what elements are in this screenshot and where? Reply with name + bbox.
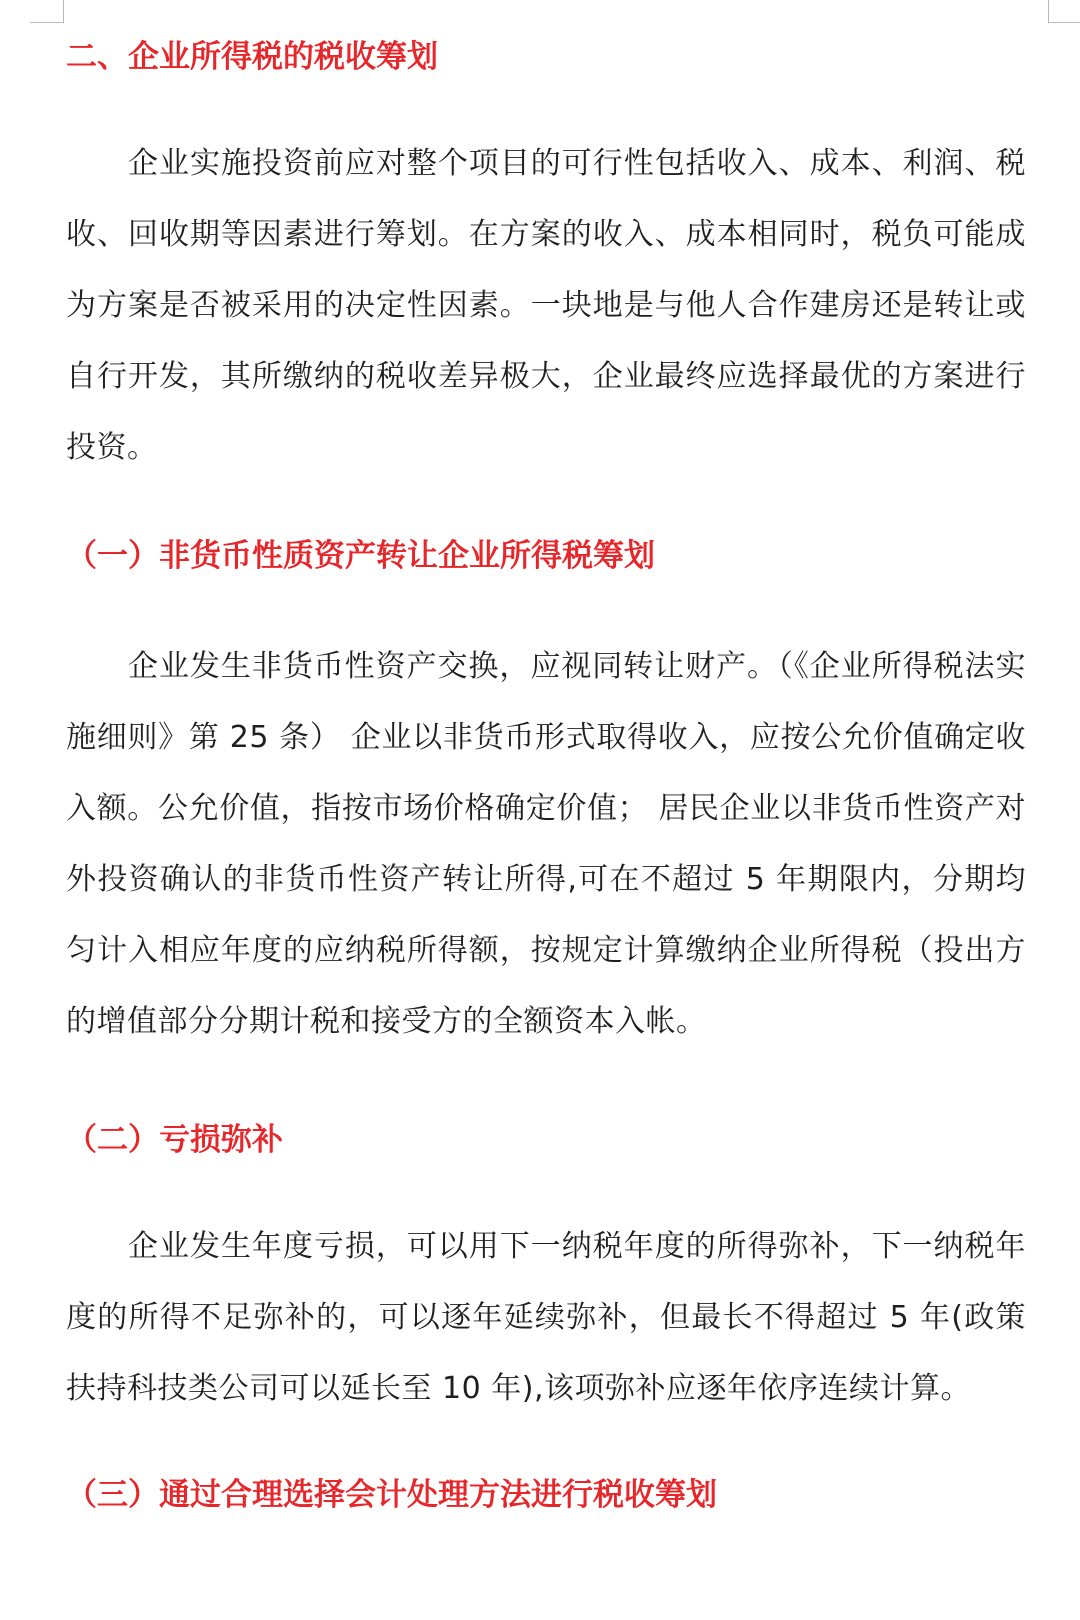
subheading-accounting-method-selection: （三）通过合理选择会计处理方法进行税收筹划 <box>66 1477 717 1513</box>
section-heading-corporate-income-tax-planning: 二、企业所得税的税收筹划 <box>66 39 438 75</box>
paragraph-non-monetary-asset-transfer: 企业发生非货币性资产交换，应视同转让财产。（《企业所得税法实施细则》第 25 条） 企业以非货币形式取得收入，应按公允价值确定收入额。公允价值，指按市场价格确定价值； 居民企业以非货币性资产对外投资确认的非货币性资产转让所得,可在不超过 5 年期限内，分期均匀计入相应年度的应纳税所得额，按规定计算缴纳企业所得税（投出方的增值部分分期计税和接受方的全额资本入帐。 <box>66 649 1026 1039</box>
crop-mark-left <box>30 0 64 23</box>
paragraph-loss-carryforward: 企业发生年度亏损，可以用下一纳税年度的所得弥补，下一纳税年度的所得不足弥补的，可以逐年延续弥补，但最长不得超过 5 年(政策扶持科技类公司可以延长至 10 年),该项弥补应逐年依序连续计算。 <box>66 1229 1026 1406</box>
subheading-non-monetary-asset-transfer: （一）非货币性质资产转让企业所得税筹划 <box>66 538 655 574</box>
subheading-loss-carryforward: （二）亏损弥补 <box>66 1122 283 1158</box>
crop-mark-right <box>1048 0 1080 23</box>
paragraph-investment-planning: 企业实施投资前应对整个项目的可行性包括收入、成本、利润、税收、回收期等因素进行筹划。在方案的收入、成本相同时，税负可能成为方案是否被采用的决定性因素。一块地是与他人合作建房还是转让或自行开发，其所缴纳的税收差异极大，企业最终应选择最优的方案进行投资。 <box>66 146 1026 465</box>
document-body <box>66 30 1026 1522</box>
